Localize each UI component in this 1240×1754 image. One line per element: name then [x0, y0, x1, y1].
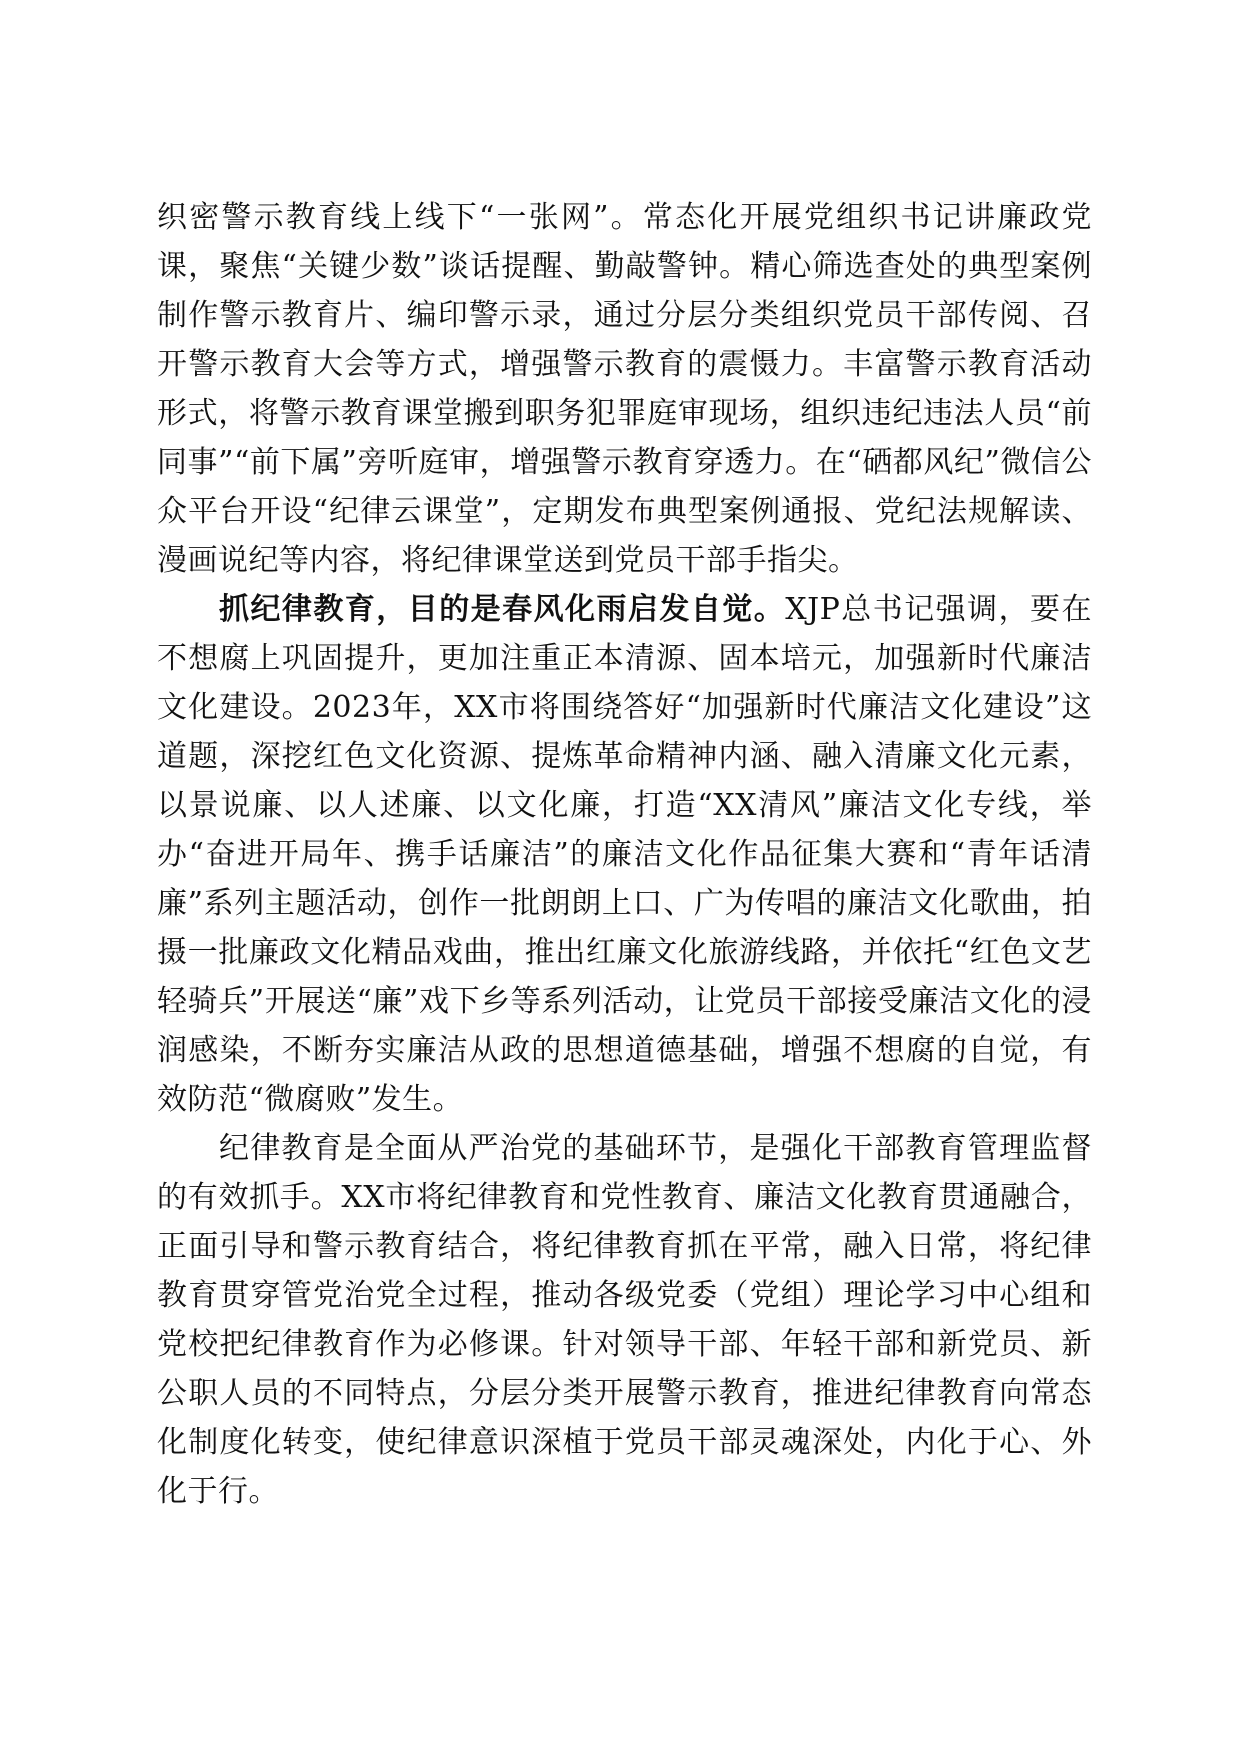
paragraph-text: 织密警示教育线上线下“一张网”。常态化开展党组织书记讲廉政党课，聚焦“关键少数”谈话提醒、勤敲警钟。精心筛选查处的典型案例制作警示教育片、编印警示录，通过分层分类组织党员干部传阅、召开警示教育大会等方式，增强警示教育的震慑力。丰富警示教育活动形式，将警示教育课堂搬到职务犯罪庭审现场，组织违纪违法人员“前同事”“前下属”旁听庭审，增强警示教育穿透力。在“硒都风纪”微信公众平台开设“纪律云课堂”，定期发布典型案例通报、党纪法规解读、漫画说纪等内容，将纪律课堂送到党员干部手指尖。 [157, 200, 1092, 578]
paragraph-discipline-education [157, 1124, 1092, 1516]
paragraph-discipline-culture [157, 585, 1092, 1124]
paragraph-lead: 抓纪律教育，目的是春风化雨启发自觉。 [219, 592, 786, 627]
document-body [157, 193, 1092, 1516]
paragraph-text: XJP总书记强调，要在不想腐上巩固提升，更加注重正本清源、固本培元，加强新时代廉洁文化建设。2023年，XX市将围绕答好“加强新时代廉洁文化建设”这道题，深挖红色文化资源、提炼革命精神内涵、融入清廉文化元素，以景说廉、以人述廉、以文化廉，打造“XX清风”廉洁文化专线，举办“奋进开局年、携手话廉洁”的廉洁文化作品征集大赛和“青年话清廉”系列主题活动，创作一批朗朗上口、广为传唱的廉洁文化歌曲，拍摄一批廉政文化精品戏曲，推出红廉文化旅游线路，并依托“红色文艺轻骑兵”开展送“廉”戏下乡等系列活动，让党员干部接受廉洁文化的浸润感染，不断夯实廉洁从政的思想道德基础，增强不想腐的自觉，有效防范“微腐败”发生。 [157, 592, 1093, 1117]
paragraph-continued [157, 193, 1092, 585]
paragraph-text: 纪律教育是全面从严治党的基础环节，是强化干部教育管理监督的有效抓手。XX市将纪律教育和党性教育、廉洁文化教育贯通融合，正面引导和警示教育结合，将纪律教育抓在平常，融入日常，将纪律教育贯穿管党治党全过程，推动各级党委（党组）理论学习中心组和党校把纪律教育作为必修课。针对领导干部、年轻干部和新党员、新公职人员的不同特点，分层分类开展警示教育，推进纪律教育向常态化制度化转变，使纪律意识深植于党员干部灵魂深处，内化于心、外化于行。 [157, 1131, 1092, 1509]
